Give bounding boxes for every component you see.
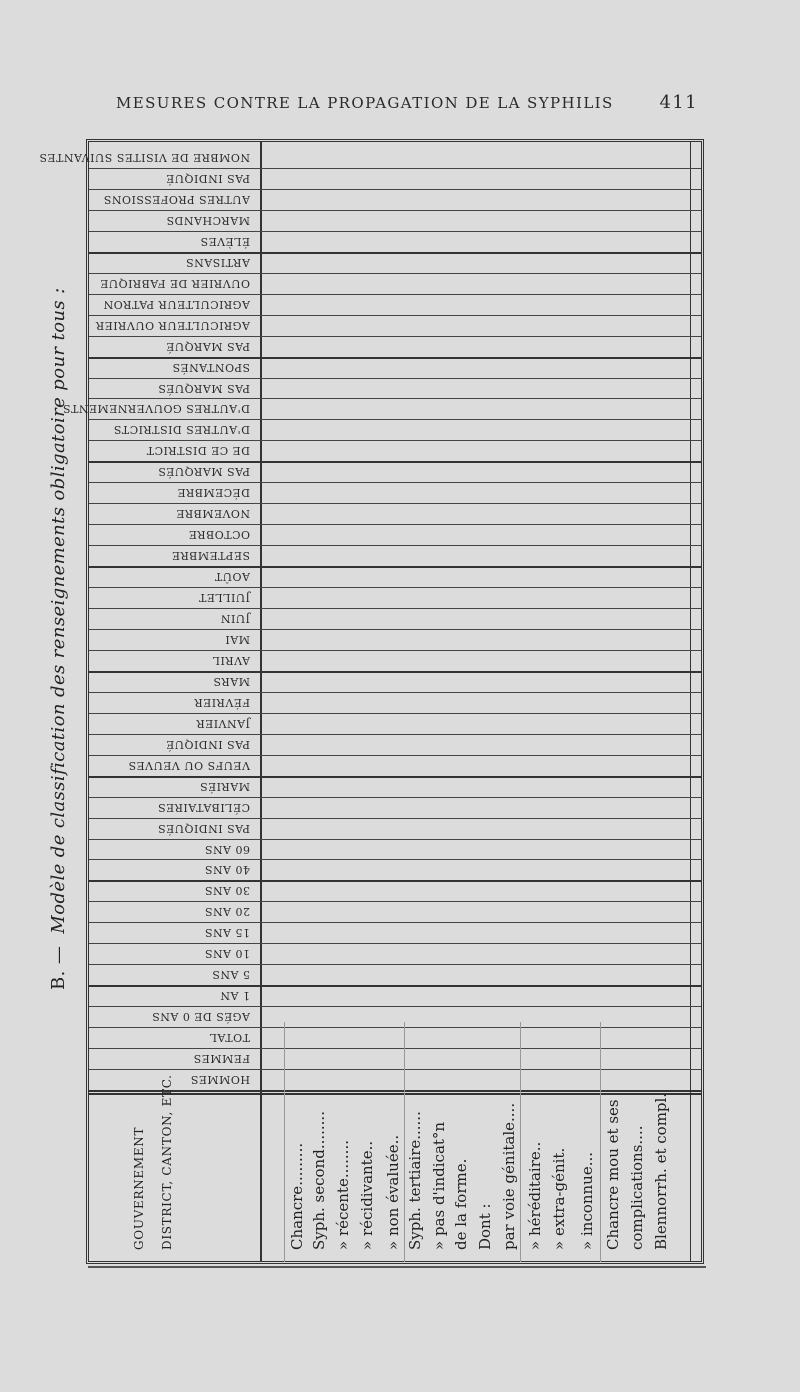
table-row-line bbox=[89, 608, 701, 609]
row-label: MARS bbox=[212, 674, 250, 688]
table-row-line bbox=[89, 755, 701, 756]
area-header: GOUVERNEMENT bbox=[132, 1126, 146, 1250]
row-label: DE CE DISTRICT bbox=[146, 444, 250, 458]
table-row-line bbox=[89, 1090, 701, 1092]
diagnosis-column-label: Chancre mou et ses bbox=[604, 1099, 622, 1250]
diagnosis-column-label: Blennorrh. et compl. bbox=[652, 1092, 670, 1250]
diagnosis-column-label: » extra-génit. bbox=[550, 1147, 568, 1250]
table-row-line bbox=[89, 419, 701, 420]
row-label: 40 ANS bbox=[204, 863, 250, 877]
row-label: ARTISANS bbox=[185, 255, 250, 269]
table-row-line bbox=[89, 1027, 701, 1028]
table-row-line bbox=[89, 692, 701, 693]
table-row-line bbox=[89, 922, 701, 923]
diagnosis-column-label: Chancre......... bbox=[288, 1142, 306, 1250]
header-separator bbox=[89, 1093, 701, 1095]
table-row-line bbox=[89, 189, 701, 190]
row-label: 1 AN bbox=[219, 989, 250, 1003]
diagnosis-column-label: par voie génitale.... bbox=[500, 1102, 518, 1250]
row-label: 20 ANS bbox=[204, 905, 250, 919]
row-label: 15 ANS bbox=[204, 926, 250, 940]
table-row-line bbox=[89, 168, 701, 169]
table-row-line bbox=[89, 587, 701, 588]
row-label: VEUFS OU VEUVES bbox=[128, 758, 250, 772]
table-row-line bbox=[89, 1069, 701, 1070]
row-label: NOMBRE DE VISITES SUIVANTES bbox=[38, 151, 250, 164]
diagnosis-column-label: » récente........ bbox=[334, 1140, 352, 1250]
caption-text: Modèle de classification des renseignements obligatoire pour tous : bbox=[48, 287, 69, 934]
table-row-line bbox=[89, 629, 701, 630]
row-label: PAS INDIQUÉ bbox=[165, 171, 250, 185]
row-label: JANVIER bbox=[195, 716, 250, 730]
table-row-line bbox=[89, 839, 701, 840]
row-label: DÉCEMBRE bbox=[177, 486, 250, 500]
table-row-line bbox=[89, 985, 701, 987]
row-label: PAS MARQUÉS bbox=[157, 465, 250, 479]
row-label: PAS MARQUÉS bbox=[157, 381, 250, 395]
row-label: CÉLIBATAIRES bbox=[157, 800, 250, 814]
column-divider bbox=[600, 1022, 601, 1262]
table-row-line bbox=[89, 503, 701, 504]
row-label: HOMMES bbox=[190, 1073, 250, 1087]
table-frame-shadow bbox=[88, 1262, 706, 1268]
diagnosis-column-label: » non évaluée.. bbox=[384, 1134, 402, 1250]
table-row-line bbox=[89, 964, 701, 965]
table-row-line bbox=[89, 336, 701, 337]
table-row-line bbox=[89, 398, 701, 399]
table-row-line bbox=[89, 210, 701, 211]
table-row-line bbox=[89, 440, 701, 441]
row-label: D'AUTRES DISTRICTS bbox=[113, 423, 250, 437]
running-head-title: MESURES CONTRE LA PROPAGATION DE LA SYPHILIS bbox=[116, 94, 614, 112]
diagnosis-column-label: » récidivante.. bbox=[358, 1140, 376, 1250]
diagnosis-column-label: Syph. second........ bbox=[310, 1111, 328, 1250]
caption-lead: B. — bbox=[48, 945, 69, 990]
row-label: FEMMES bbox=[193, 1052, 250, 1066]
running-head bbox=[116, 92, 698, 113]
table-row-line bbox=[89, 1048, 701, 1049]
row-label: TOTAL bbox=[209, 1031, 250, 1045]
row-label: NOVEMBRE bbox=[175, 507, 250, 521]
diagnosis-column-label: » inconnue... bbox=[578, 1152, 596, 1250]
row-label: MARIÉS bbox=[199, 779, 250, 793]
table-row-line bbox=[89, 713, 701, 714]
area-header: DISTRICT, CANTON, ETC. bbox=[160, 1074, 174, 1250]
row-label: OUVRIER DE FABRIQUE bbox=[99, 276, 250, 290]
row-label: AGRICULTEUR PATRON bbox=[103, 297, 250, 311]
table-row-line bbox=[89, 545, 701, 546]
column-divider bbox=[404, 1022, 405, 1262]
row-label: 5 ANS bbox=[211, 968, 250, 982]
row-label: 10 ANS bbox=[204, 947, 250, 961]
diagnosis-column-label: » héréditaire.. bbox=[526, 1141, 544, 1250]
row-label: AGÉS DE 0 ANS bbox=[151, 1010, 250, 1024]
table-row-line bbox=[89, 524, 701, 525]
table-row-line bbox=[89, 797, 701, 798]
row-label: PAS INDIQUÉ bbox=[165, 737, 250, 751]
row-label: MAI bbox=[224, 632, 250, 646]
row-label: PAS MARQUÉ bbox=[165, 339, 250, 353]
row-label: OCTOBRE bbox=[188, 528, 250, 542]
diagnosis-column-label: Dont : bbox=[476, 1203, 494, 1250]
table-row-line bbox=[89, 482, 701, 483]
row-label: ÉLÈVES bbox=[200, 234, 250, 248]
row-label: AOÛT bbox=[214, 570, 250, 584]
table-row-line bbox=[89, 880, 701, 882]
table-row-line bbox=[89, 273, 701, 274]
diagnosis-column-label: de la forme. bbox=[452, 1158, 470, 1250]
row-label: D'AUTRES GOUVERNEMENTS bbox=[62, 402, 250, 416]
page-number: 411 bbox=[659, 92, 698, 113]
table-row-line bbox=[89, 315, 701, 316]
row-label: 30 ANS bbox=[204, 884, 250, 898]
table-row-line bbox=[89, 818, 701, 819]
table-row-line bbox=[89, 252, 701, 254]
table-caption bbox=[48, 287, 69, 990]
table-row-line bbox=[89, 943, 701, 944]
row-label: JUILLET bbox=[198, 591, 250, 605]
row-label: SEPTEMBRE bbox=[171, 549, 250, 563]
column-divider bbox=[284, 1022, 285, 1262]
table-row-line bbox=[89, 901, 701, 902]
row-label: JUIN bbox=[220, 612, 250, 626]
table-row-line bbox=[89, 776, 701, 778]
table-row-line bbox=[89, 671, 701, 673]
table-row-line bbox=[89, 357, 701, 359]
row-label: AVRIL bbox=[212, 653, 250, 667]
table-row-line bbox=[89, 294, 701, 295]
table-row-line bbox=[89, 650, 701, 651]
diagnosis-column-label: complications.... bbox=[628, 1125, 646, 1250]
row-label: MARCHANDS bbox=[166, 213, 250, 227]
table-row-line bbox=[89, 461, 701, 463]
row-label: PAS INDIQUÉS bbox=[157, 821, 250, 835]
table-row-line bbox=[89, 1006, 701, 1007]
row-label: 60 ANS bbox=[204, 842, 250, 856]
row-label: SPONTANÉS bbox=[172, 360, 250, 374]
table-row-line bbox=[89, 378, 701, 379]
row-label: AUTRES PROFESSIONS bbox=[103, 192, 250, 206]
row-label: FÉVRIER bbox=[193, 695, 250, 709]
table-row-line bbox=[89, 859, 701, 860]
row-label: AGRICULTEUR OUVRIER bbox=[95, 318, 250, 332]
diagnosis-column-label: » pas d'indicat°n bbox=[430, 1121, 448, 1250]
column-divider bbox=[520, 1022, 521, 1262]
table-row-line bbox=[89, 231, 701, 232]
diagnosis-column-label: Syph. tertiaire...... bbox=[406, 1111, 424, 1250]
table-row-line bbox=[89, 734, 701, 735]
table-row-line bbox=[89, 566, 701, 568]
